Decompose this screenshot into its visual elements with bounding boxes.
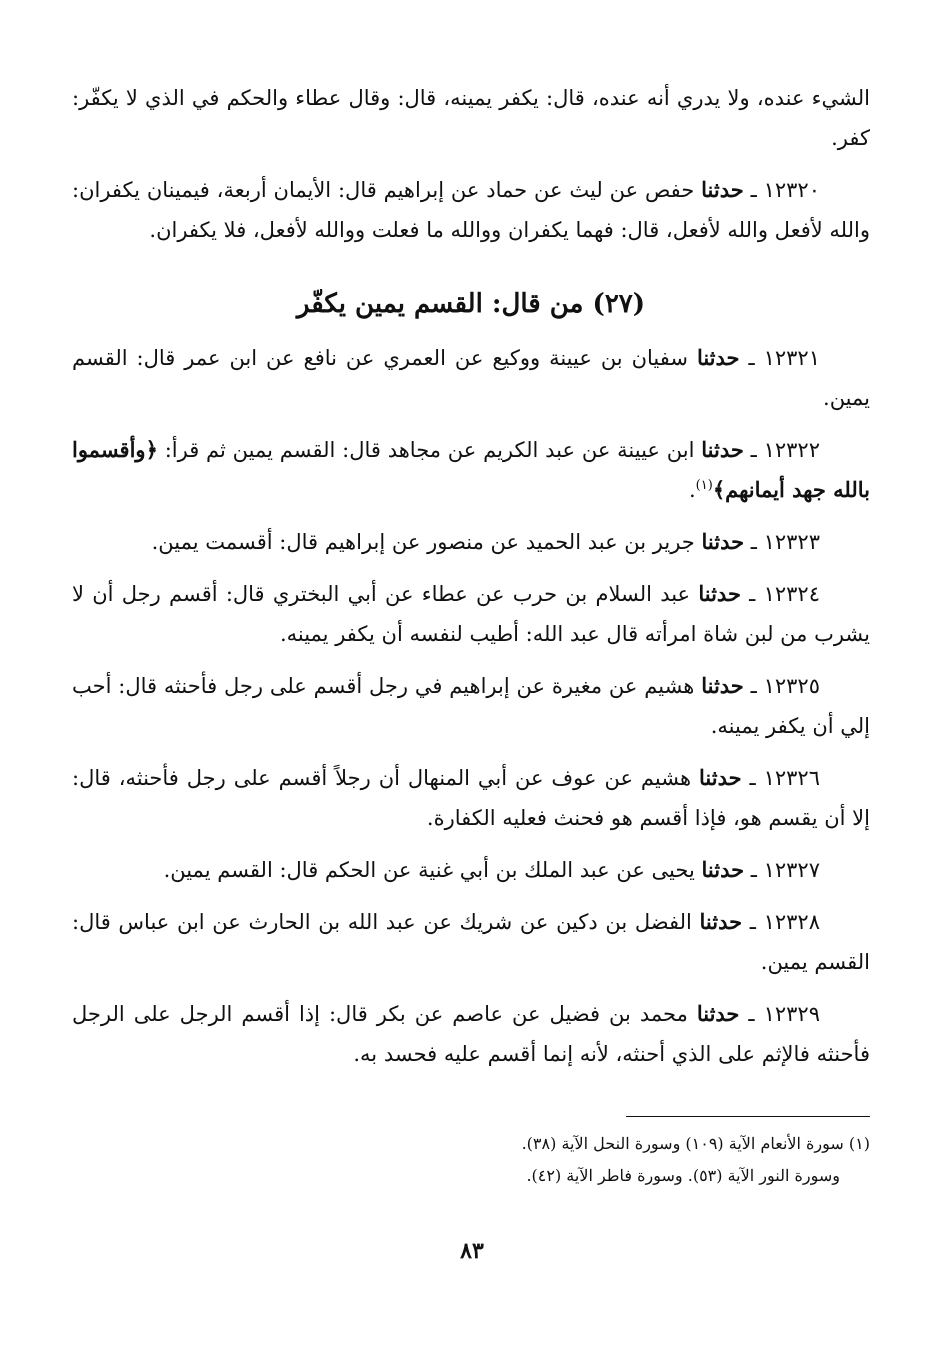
- entry-number: ١٢٣٢٧: [763, 858, 820, 882]
- entry-number: ١٢٣٢٩: [763, 1002, 820, 1026]
- entry-text: هشيم عن مغيرة عن إبراهيم في رجل أقسم على رجل فأحنثه قال: أحب إلي أن يكفر يمينه.: [72, 674, 870, 738]
- entry-number: ١٢٣٢٨: [763, 910, 820, 934]
- entry-text: الفضل بن دكين عن شريك عن عبد الله بن الحارث عن ابن عباس قال: القسم يمين.: [72, 910, 870, 974]
- entry-number: ١٢٣٢٣: [763, 530, 820, 554]
- entry-lead: حدثنا: [698, 765, 742, 790]
- entry-number: ١٢٣٢٥: [763, 674, 820, 698]
- entry-number: ١٢٣٢٠: [763, 178, 820, 202]
- entry-lead: حدثنا: [701, 673, 744, 698]
- entry-lead: حدثنا: [701, 857, 745, 882]
- paragraph-text: الشيء عنده، ولا يدري أنه عنده، قال: يكفر يمينه، قال: وقال عطاء والحكم في الذي لا يكفّر: كفر.: [72, 86, 870, 150]
- entry-number: ١٢٣٢٤: [763, 582, 820, 606]
- entry-12324: ١٢٣٢٤ ـ حدثنا عبد السلام بن حرب عن عطاء عن أبي البختري قال: أقسم رجل أن لا يشرب من لبن شاة امرأته قال عبد الله: أطيب لنفسه أن يكفر يمينه.: [72, 581, 870, 646]
- entry-12323: ١٢٣٢٣ ـ حدثنا جرير بن عبد الحميد عن منصور عن إبراهيم قال: أقسمت يمين.: [151, 529, 820, 554]
- footnote-divider: [626, 1116, 870, 1117]
- entry-12327: ١٢٣٢٧ ـ حدثنا يحيى عن عبد الملك بن أبي غنية عن الحكم قال: القسم يمين.: [163, 857, 820, 882]
- entry-lead: حدثنا: [698, 581, 741, 606]
- entry-12329: ١٢٣٢٩ ـ حدثنا محمد بن فضيل عن عاصم عن بكر قال: إذا أقسم الرجل على الرجل فأحنثه فالإثم على الذي أحنثه، لأنه إنما أقسم عليه فحسد به.: [72, 1001, 870, 1066]
- entry-number: ١٢٣٢١: [763, 346, 820, 370]
- entry-12322: ١٢٣٢٢ ـ حدثنا ابن عيينة عن عبد الكريم عن مجاهد قال: القسم يمين ثم قرأ: ﴿وأقسموا بالله جهد أيمانهم﴾$^{(١)}$.: [72, 437, 870, 502]
- footnote-ref: (١): [695, 478, 713, 493]
- page-body: [72, 78, 870, 1086]
- entry-lead: حدثنا: [696, 1001, 740, 1026]
- quran-quote: ﴿وأقسموا بالله جهد أيمانهم﴾: [72, 437, 870, 502]
- entry-lead: حدثنا: [699, 909, 743, 934]
- entry-number: ١٢٣٢٢: [763, 438, 820, 462]
- entry-text: يحيى عن عبد الملك بن أبي غنية عن الحكم قال: القسم يمين.: [163, 858, 695, 882]
- entry-12321: ١٢٣٢١ ـ حدثنا سفيان بن عيينة ووكيع عن العمري عن نافع عن ابن عمر قال: القسم يمين.: [72, 345, 870, 410]
- footnote-1: (١) سورة الأنعام الآية (١٠٩) وسورة النحل الآية (٣٨).: [521, 1134, 870, 1153]
- entry-lead: حدثنا: [701, 437, 744, 462]
- entry-12320: ١٢٣٢٠ ـ حدثنا حفص عن ليث عن حماد عن إبراهيم قال: الأيمان أربعة، فيمينان يكفران: والله لأفعل والله لأفعل، قال: فهما يكفران ووالله ما فعلت ووالله لأفعل، فلا يكفران.: [72, 177, 870, 242]
- entry-text: ابن عيينة عن عبد الكريم عن مجاهد قال: القسم يمين ثم قرأ:: [164, 438, 695, 462]
- entry-text: عبد السلام بن حرب عن عطاء عن أبي البختري قال: أقسم رجل أن لا يشرب من لبن شاة امرأته قال عبد الله: أطيب لنفسه أن يكفر يمينه.: [72, 582, 870, 646]
- entry-number: ١٢٣٢٦: [763, 766, 820, 790]
- chapter-heading: (٢٧) من قال: القسم يمين يكفّر: [296, 289, 646, 319]
- entry-text: هشيم عن عوف عن أبي المنهال أن رجلاً أقسم على رجل فأحنثه، قال: إلا أن يقسم هو، فإذا أقسم هو فحنث فعليه الكفارة.: [72, 766, 870, 830]
- entry-text: حفص عن ليث عن حماد عن إبراهيم قال: الأيمان أربعة، فيمينان يكفران: والله لأفعل والله لأفعل، قال: فهما يكفران ووالله ما فعلت ووالله لأفعل، فلا يكفران.: [72, 178, 870, 242]
- paragraph-continuation: [72, 78, 870, 158]
- entry-text: جرير بن عبد الحميد عن منصور عن إبراهيم قال: أقسمت يمين.: [151, 530, 695, 554]
- entry-text: سفيان بن عيينة ووكيع عن العمري عن نافع عن ابن عمر قال: القسم يمين.: [72, 346, 870, 410]
- entry-lead: حدثنا: [696, 345, 740, 370]
- entry-12328: ١٢٣٢٨ ـ حدثنا الفضل بن دكين عن شريك عن عبد الله بن الحارث عن ابن عباس قال: القسم يمين.: [72, 909, 870, 974]
- footnotes: [370, 1128, 870, 1192]
- entry-12326: ١٢٣٢٦ ـ حدثنا هشيم عن عوف عن أبي المنهال أن رجلاً أقسم على رجل فأحنثه، قال: إلا أن يقسم هو، فإذا أقسم هو فحنث فعليه الكفارة.: [72, 765, 870, 830]
- entry-lead: حدثنا: [701, 177, 744, 202]
- footnote-1-continuation: وسورة النور الآية (٥٣). وسورة فاطر الآية (٤٢).: [526, 1166, 840, 1185]
- page-number: ٨٣: [460, 1238, 484, 1264]
- entry-tail: .: [688, 478, 696, 502]
- entry-text: محمد بن فضيل عن عاصم عن بكر قال: إذا أقسم الرجل على الرجل فأحنثه فالإثم على الذي أحنثه، لأنه إنما أقسم عليه فحسد به.: [72, 1002, 870, 1066]
- entry-lead: حدثنا: [701, 529, 745, 554]
- entry-12325: ١٢٣٢٥ ـ حدثنا هشيم عن مغيرة عن إبراهيم في رجل أقسم على رجل فأحنثه قال: أحب إلي أن يكفر يمينه.: [72, 673, 870, 738]
